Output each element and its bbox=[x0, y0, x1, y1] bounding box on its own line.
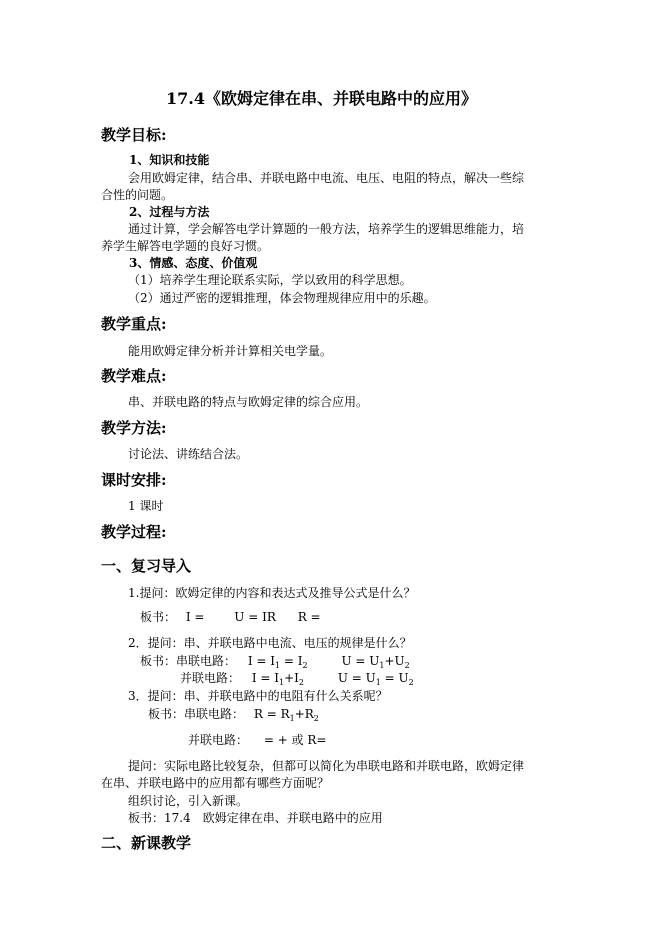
question-3: 3．提问：串、并联电路中的电阻有什么关系呢？ bbox=[128, 689, 388, 703]
board-3-series bbox=[148, 706, 319, 727]
board-1-label: 板书： bbox=[140, 610, 177, 624]
series-current: $I = I_1 = I_2$ bbox=[247, 654, 308, 670]
key-point-heading: 教学重点: bbox=[101, 315, 167, 333]
method-text: 讨论法、讲练结合法。 bbox=[128, 447, 249, 461]
board-final: 板书：17.4 欧姆定律在串、并联电路中的应用 bbox=[128, 811, 383, 825]
board-3-label: 板书：串联电路： bbox=[148, 707, 245, 721]
review-heading: 一、复习导入 bbox=[101, 557, 192, 575]
emotion-heading: 3、情感、态度、价值观 bbox=[129, 256, 258, 270]
knowledge-text-line1: 会用欧姆定律，结合串、并联电路中电流、电压、电阻的特点，解决一些综 bbox=[128, 171, 525, 185]
process-method-heading: 2、过程与方法 bbox=[129, 205, 210, 219]
process-method-line1: 通过计算，学会解答电学计算题的一般方法，培养学生的逻辑思维能力，培 bbox=[128, 222, 525, 236]
parallel-label: 并联电路： bbox=[180, 671, 241, 685]
parallel-resistance: = + 或 R= bbox=[263, 733, 327, 747]
question-2: 2．提问：串、并联电路中电流、电压的规律是什么？ bbox=[128, 636, 412, 650]
question-1: 1.提问：欧姆定律的内容和表达式及推导公式是什么？ bbox=[128, 586, 416, 600]
series-voltage: $U = U_1+U_2$ bbox=[341, 654, 410, 670]
schedule-text: 1 课时 bbox=[128, 499, 164, 513]
knowledge-heading: 1、知识和技能 bbox=[129, 153, 210, 167]
process-method-line2: 养学生解答电学题的良好习惯。 bbox=[101, 239, 270, 253]
page-title: 17.4《欧姆定律在串、并联电路中的应用》 bbox=[166, 89, 477, 108]
schedule-heading: 课时安排: bbox=[101, 471, 167, 489]
process-heading: 教学过程: bbox=[101, 523, 167, 541]
ask-line2: 在串、并联电路中的应用都有哪些方面呢？ bbox=[101, 776, 330, 790]
key-point-text: 能用欧姆定律分析并计算相关电学量。 bbox=[128, 344, 333, 358]
new-lesson-heading: 二、新课教学 bbox=[101, 834, 192, 852]
parallel-voltage: $U = U_1 = U_2$ bbox=[337, 671, 414, 687]
ask-line1: 提问：实际电路比较复杂，但都可以简化为串联电路和并联电路，欧姆定律 bbox=[128, 759, 525, 773]
organize-line: 组织讨论，引入新课。 bbox=[128, 794, 249, 808]
parallel-current: $I = I_1+I_2$ bbox=[251, 671, 304, 687]
board-2-label: 板书：串联电路： bbox=[140, 654, 237, 668]
knowledge-text-line2: 合性的问题。 bbox=[101, 188, 174, 202]
series-resistance: $R = R_1+R_2$ bbox=[253, 707, 319, 723]
difficulty-heading: 教学难点: bbox=[101, 367, 167, 385]
method-heading: 教学方法: bbox=[101, 419, 167, 437]
parallel-label-2: 并联电路： bbox=[188, 733, 249, 747]
board-3-parallel bbox=[188, 732, 327, 748]
goals-heading: 教学目标: bbox=[101, 126, 167, 144]
emotion-line2: （2）通过严密的逻辑推理，体会物理规律应用中的乐趣。 bbox=[128, 291, 436, 305]
difficulty-text: 串、并联电路的特点与欧姆定律的综合应用。 bbox=[128, 395, 369, 409]
formula-resistance: R = bbox=[297, 610, 321, 624]
formula-voltage: U = IR bbox=[234, 610, 276, 624]
board-1 bbox=[140, 609, 321, 625]
emotion-line1: （1）培养学生理论联系实际，学以致用的科学思想。 bbox=[128, 273, 412, 287]
formula-current: I = bbox=[185, 610, 205, 624]
